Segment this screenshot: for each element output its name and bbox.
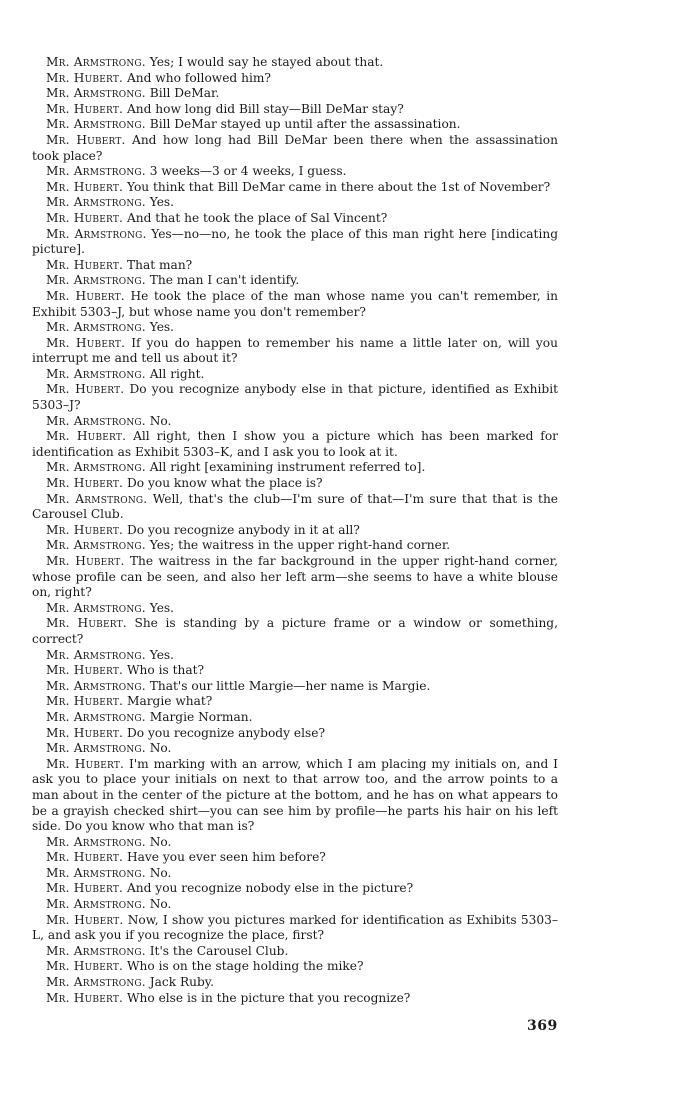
utterance-text: 3 weeks—3 or 4 weeks, I guess.: [149, 164, 347, 179]
utterance-text: Well, that's the club—I'm sure of that—I'm sure that that is the Carousel Club.: [32, 491, 559, 522]
testimony-paragraph: [32, 944, 558, 960]
speaker-name: Mr. Hubert.: [46, 288, 125, 303]
speaker-name: Mr. Armstrong.: [46, 865, 146, 880]
speaker-name: Mr. Hubert.: [46, 522, 124, 537]
speaker-name: Mr. Hubert.: [46, 850, 124, 865]
utterance-text: Now, I show you pictures marked for identification as Exhibits 5303–L, and ask you if you recognize the place, first?: [32, 912, 558, 943]
utterance-text: And who followed him?: [126, 70, 271, 85]
speaker-name: Mr. Armstrong.: [46, 491, 148, 506]
testimony-paragraph: [32, 975, 558, 991]
utterance-text: Yes.: [149, 320, 175, 335]
utterance-text: Who is that?: [126, 663, 205, 678]
speaker-name: Mr. Armstrong.: [46, 86, 146, 101]
speaker-name: Mr. Armstrong.: [46, 897, 146, 912]
utterance-text: All right.: [149, 366, 205, 381]
testimony-paragraph: [32, 850, 558, 866]
speaker-name: Mr. Armstrong.: [46, 834, 146, 849]
speaker-name: Mr. Hubert.: [46, 382, 125, 397]
speaker-name: Mr. Armstrong.: [46, 741, 146, 756]
speaker-name: Mr. Armstrong.: [46, 709, 146, 724]
page-number: 369: [527, 1018, 558, 1034]
speaker-name: Mr. Hubert.: [46, 663, 124, 678]
testimony-paragraph: [32, 601, 558, 617]
testimony-paragraph: [32, 227, 558, 258]
utterance-text: She is standing by a picture frame or a window or something, correct?: [32, 616, 558, 646]
testimony-paragraph: [32, 913, 558, 944]
testimony-paragraph: [32, 320, 558, 336]
utterance-text: All right, then I show you a picture which has been marked for identification as Exhibit 5303–K, and I ask you to look at it.: [32, 429, 558, 459]
utterance-text: If you do happen to remember his name a little later on, will you interrupt me and tell us about it?: [32, 335, 558, 366]
speaker-name: Mr. Hubert.: [46, 616, 127, 631]
testimony-paragraph: [32, 429, 558, 460]
speaker-name: Mr. Armstrong.: [46, 678, 146, 693]
testimony-paragraph: [32, 211, 558, 227]
speaker-name: Mr. Armstrong.: [46, 195, 146, 210]
testimony-paragraph: [32, 757, 558, 835]
testimony-paragraph: [32, 476, 558, 492]
testimony-paragraph: [32, 991, 558, 1007]
testimony-paragraph: [32, 367, 558, 383]
speaker-name: Mr. Hubert.: [46, 881, 124, 896]
testimony-paragraph: [32, 133, 558, 164]
utterance-text: No.: [149, 741, 172, 756]
speaker-name: Mr. Hubert.: [46, 179, 124, 194]
utterance-text: Do you recognize anybody else?: [126, 725, 325, 740]
testimony-paragraph: [32, 679, 558, 695]
speaker-name: Mr. Armstrong.: [46, 460, 146, 475]
testimony-paragraph: [32, 273, 558, 289]
utterance-text: Bill DeMar.: [149, 86, 220, 101]
testimony-paragraph: [32, 663, 558, 679]
speaker-name: Mr. Armstrong.: [46, 226, 147, 241]
speaker-name: Mr. Hubert.: [46, 132, 126, 147]
testimony-paragraph: [32, 180, 558, 196]
utterance-text: That man?: [126, 257, 193, 272]
speaker-name: Mr. Armstrong.: [46, 273, 146, 288]
testimony-paragraph: [32, 55, 558, 71]
testimony-paragraph: [32, 492, 558, 523]
speaker-name: Mr. Hubert.: [46, 476, 124, 491]
speaker-name: Mr. Hubert.: [46, 725, 124, 740]
testimony-paragraph: [32, 336, 558, 367]
testimony-paragraph: [32, 414, 558, 430]
testimony-paragraph: [32, 897, 558, 913]
speaker-name: Mr. Armstrong.: [46, 164, 146, 179]
utterance-text: Yes; I would say he stayed about that.: [149, 55, 384, 69]
testimony-paragraph: [32, 258, 558, 274]
speaker-name: Mr. Hubert.: [46, 990, 124, 1005]
speaker-name: Mr. Armstrong.: [46, 117, 146, 132]
utterance-text: Who else is in the picture that you recognize?: [126, 990, 411, 1005]
testimony-paragraph: [32, 694, 558, 710]
testimony-paragraph: [32, 616, 558, 647]
utterance-text: And how long did Bill stay—Bill DeMar stay?: [126, 101, 404, 116]
utterance-text: No.: [149, 865, 172, 880]
speaker-name: Mr. Hubert.: [46, 101, 124, 116]
utterance-text: Yes—no—no, he took the place of this man right here [indicating picture].: [32, 226, 558, 257]
testimony-paragraph: [32, 102, 558, 118]
utterance-text: That's our little Margie—her name is Margie.: [149, 678, 431, 693]
speaker-name: Mr. Armstrong.: [46, 600, 146, 615]
speaker-name: Mr. Hubert.: [46, 257, 124, 272]
speaker-name: Mr. Armstrong.: [46, 366, 146, 381]
utterance-text: He took the place of the man whose name you can't remember, in Exhibit 5303–J, but whose name you don't remember?: [32, 288, 559, 319]
testimony-transcript: [32, 55, 558, 1006]
testimony-paragraph: [32, 538, 558, 554]
utterance-text: The man I can't identify.: [149, 273, 300, 288]
speaker-name: Mr. Hubert.: [46, 70, 124, 85]
speaker-name: Mr. Armstrong.: [46, 413, 146, 428]
speaker-name: Mr. Hubert.: [46, 756, 125, 771]
testimony-paragraph: [32, 71, 558, 87]
utterance-text: Do you recognize anybody else in that picture, identified as Exhibit 5303–J?: [32, 382, 558, 413]
testimony-paragraph: [32, 86, 558, 102]
utterance-text: You think that Bill DeMar came in there about the 1st of November?: [126, 179, 551, 194]
testimony-paragraph: [32, 741, 558, 757]
utterance-text: Who is on the stage holding the mike?: [126, 959, 364, 974]
utterance-text: Do you know what the place is?: [126, 476, 323, 491]
speaker-name: Mr. Armstrong.: [46, 975, 146, 990]
utterance-text: I'm marking with an arrow, which I am placing my initials on, and I ask you to place your initials on next to that arrow too, and the arrow points to a man about in the center of the picture at the bottom, and he has on what appears to be a grayish checked shirt—you can see him by profile—he parts his hair on his left side. Do you know who that man is?: [32, 756, 558, 834]
testimony-paragraph: [32, 382, 558, 413]
utterance-text: Bill DeMar stayed up until after the assassination.: [149, 117, 461, 132]
utterance-text: No.: [149, 834, 172, 849]
utterance-text: The waitress in the far background in the upper right-hand corner, whose profile can be seen, and also her left arm—she seems to have a white blouse on, right?: [32, 554, 558, 600]
speaker-name: Mr. Armstrong.: [46, 647, 146, 662]
utterance-text: Have you ever seen him before?: [126, 850, 326, 865]
speaker-name: Mr. Hubert.: [46, 694, 124, 709]
utterance-text: It's the Carousel Club.: [149, 943, 289, 958]
utterance-text: Margie what?: [126, 694, 213, 709]
speaker-name: Mr. Armstrong.: [46, 55, 146, 69]
testimony-paragraph: [32, 959, 558, 975]
testimony-paragraph: [32, 117, 558, 133]
utterance-text: Jack Ruby.: [149, 975, 214, 990]
speaker-name: Mr. Hubert.: [46, 912, 124, 927]
speaker-name: Mr. Hubert.: [46, 335, 126, 350]
utterance-text: And that he took the place of Sal Vincent?: [126, 210, 388, 225]
testimony-paragraph: [32, 460, 558, 476]
testimony-paragraph: [32, 195, 558, 211]
utterance-text: No.: [149, 413, 172, 428]
utterance-text: And how long had Bill DeMar been there when the assassination took place?: [32, 132, 558, 163]
utterance-text: Yes.: [149, 647, 175, 662]
utterance-text: All right [examining instrument referred to].: [149, 460, 426, 475]
testimony-paragraph: [32, 710, 558, 726]
testimony-paragraph: [32, 835, 558, 851]
speaker-name: Mr. Hubert.: [46, 429, 127, 444]
speaker-name: Mr. Hubert.: [46, 210, 124, 225]
testimony-paragraph: [32, 523, 558, 539]
testimony-paragraph: [32, 289, 558, 320]
utterance-text: Margie Norman.: [149, 709, 253, 724]
utterance-text: No.: [149, 897, 172, 912]
speaker-name: Mr. Hubert.: [46, 959, 124, 974]
utterance-text: Yes.: [149, 600, 175, 615]
speaker-name: Mr. Armstrong.: [46, 538, 146, 553]
speaker-name: Mr. Armstrong.: [46, 320, 146, 335]
utterance-text: And you recognize nobody else in the picture?: [126, 881, 414, 896]
utterance-text: Yes.: [149, 195, 175, 210]
testimony-paragraph: [32, 554, 558, 601]
testimony-paragraph: [32, 648, 558, 664]
speaker-name: Mr. Armstrong.: [46, 943, 146, 958]
speaker-name: Mr. Hubert.: [46, 554, 125, 568]
utterance-text: Do you recognize anybody in it at all?: [126, 522, 360, 537]
utterance-text: Yes; the waitress in the upper right-hand corner.: [149, 538, 451, 553]
testimony-paragraph: [32, 881, 558, 897]
testimony-paragraph: [32, 164, 558, 180]
testimony-paragraph: [32, 866, 558, 882]
testimony-paragraph: [32, 726, 558, 742]
